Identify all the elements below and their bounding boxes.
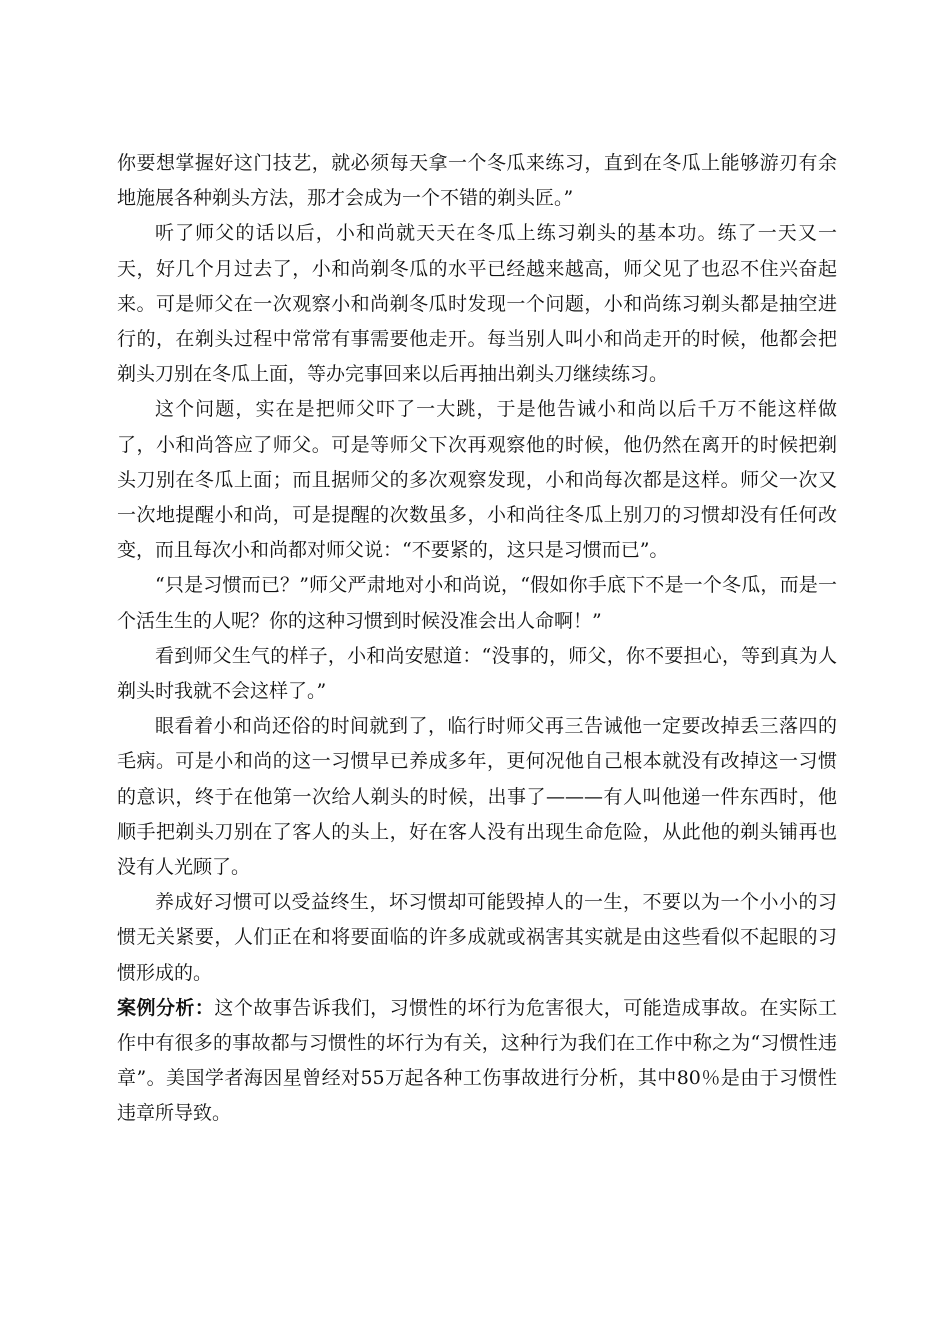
case-analysis-text: 这个故事告诉我们，习惯性的坏行为危害很大，可能造成事故。在实际工作中有很多的事故都与习惯性的坏行为有关，这种行为我们在工作中称之为“习惯性违章”。美国学者海因星曾经对55万起各种工伤事故进行分析，其中80％是由于习惯性违章所导致。: [117, 996, 837, 1125]
paragraph-5: 看到师父生气的样子，小和尚安慰道：“没事的，师父，你不要担心，等到真为人剃头时我就不会这样了。”: [117, 644, 837, 703]
case-analysis: [117, 991, 837, 1132]
paragraph-6: 眼看着小和尚还俗的时间就到了，临行时师父再三告诫他一定要改掉丢三落四的毛病。可是小和尚的这一习惯早已养成多年，更何况他自己根本就没有改掉这一习惯的意识，终于在他第一次给人剃头的时候，出事了———有人叫他递一件东西时，他顺手把剃头刀别在了客人的头上，好在客人没有出现生命危险，从此他的剃头铺再也没有人光顾了。: [117, 715, 837, 879]
case-analysis-label: 案例分析：: [117, 996, 215, 1019]
paragraph-7: 养成好习惯可以受益终生，坏习惯却可能毁掉人的一生，不要以为一个小小的习惯无关紧要，人们正在和将要面临的许多成就或祸害其实就是由这些看似不起眼的习惯形成的。: [117, 891, 837, 984]
paragraph-4: “只是习惯而已？”师父严肃地对小和尚说，“假如你手底下不是一个冬瓜，而是一个活生生的人呢？你的这种习惯到时候没准会出人命啊！”: [117, 574, 837, 632]
paragraph-1: 你要想掌握好这门技艺，就必须每天拿一个冬瓜来练习，直到在冬瓜上能够游刃有余地施展各种剃头方法，那才会成为一个不错的剃头匠。”: [117, 152, 837, 210]
document-page: [117, 146, 837, 1132]
paragraph-2: 听了师父的话以后，小和尚就天天在冬瓜上练习剃头的基本功。练了一天又一天，好几个月过去了，小和尚剃冬瓜的水平已经越来越高，师父见了也忍不住兴奋起来。可是师父在一次观察小和尚剃冬瓜时发现一个问题，小和尚练习剃头都是抽空进行的，在剃头过程中常常有事需要他走开。每当别人叫小和尚走开的时候，他都会把剃头刀别在冬瓜上面，等办完事回来以后再抽出剃头刀继续练习。: [117, 222, 837, 386]
paragraph-3: 这个问题，实在是把师父吓了一大跳，于是他告诫小和尚以后千万不能这样做了，小和尚答应了师父。可是等师父下次再观察他的时候，他仍然在离开的时候把剃头刀别在冬瓜上面；而且据师父的多次观察发现，小和尚每次都是这样。师父一次又一次地提醒小和尚，可是提醒的次数虽多，小和尚往冬瓜上别刀的习惯却没有任何改变，而且每次小和尚都对师父说：“不要紧的，这只是习惯而已”。: [117, 398, 837, 562]
